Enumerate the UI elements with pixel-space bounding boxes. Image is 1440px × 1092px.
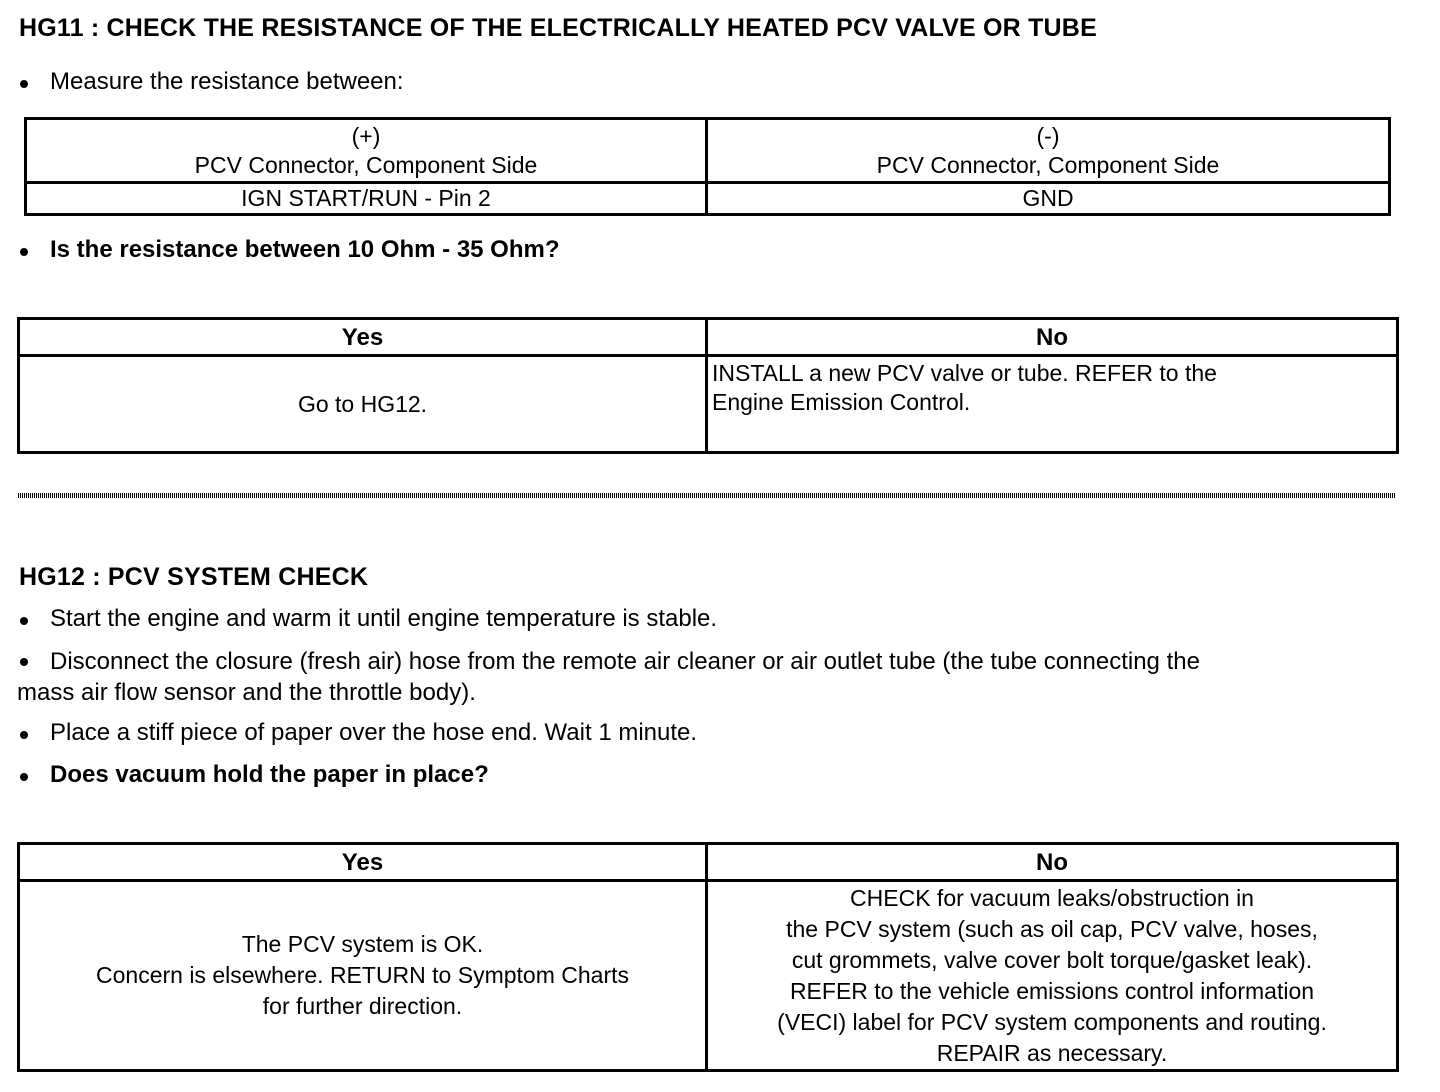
hg12-step-3: Place a stiff piece of paper over the hose end. Wait 1 minute. (50, 719, 698, 746)
no-result-line: (VECI) label for PCV system components and routing. (777, 1008, 1327, 1035)
hg11-title: HG11 : CHECK THE RESISTANCE OF THE ELECTRICALLY HEATED PCV VALVE OR TUBE (19, 14, 1097, 42)
yes-result-line: for further direction. (262, 993, 463, 1019)
no-result-line: Engine Emission Control. (712, 389, 971, 415)
yes-header: Yes (19, 319, 707, 356)
hg11-instruction: Measure the resistance between: (50, 68, 404, 95)
hg12-question: Does vacuum hold the paper in place? (50, 761, 489, 788)
minus-subheader: PCV Connector, Component Side (876, 151, 1220, 178)
minus-header: (-) (1036, 122, 1060, 149)
bullet-icon (20, 80, 28, 88)
bullet-icon (20, 773, 28, 781)
yes-result-cell: Go to HG12. (19, 356, 707, 453)
hg12-step-1: Start the engine and warm it until engine temperature is stable. (50, 605, 718, 632)
yes-result-line: Concern is elsewhere. RETURN to Symptom Charts (96, 962, 629, 988)
plus-header: (+) (351, 122, 381, 149)
no-result-line: REPAIR as necessary. (936, 1039, 1168, 1066)
plus-subheader: PCV Connector, Component Side (194, 151, 538, 178)
bullet-icon (20, 658, 28, 666)
minus-value-cell: GND (707, 183, 1390, 215)
hg12-step-2-line2: mass air flow sensor and the throttle body). (17, 679, 476, 706)
no-result-line: cut grommets, valve cover bolt torque/gasket leak). (791, 946, 1313, 973)
no-result-line: REFER to the vehicle emissions control information (789, 977, 1315, 1004)
bullet-icon (20, 731, 28, 739)
hg12-step-2-line1: Disconnect the closure (fresh air) hose from the remote air cleaner or air outlet tube (the tube connecting the (50, 648, 1200, 675)
no-result-line: INSTALL a new PCV valve or tube. REFER to the (712, 360, 1217, 386)
yes-result-line: The PCV system is OK. (241, 931, 484, 957)
hg12-step-2 (17, 646, 1417, 708)
hg11-result-table (17, 317, 1399, 454)
plus-value-cell: IGN START/RUN - Pin 2 (26, 183, 707, 215)
section-separator (18, 493, 1396, 498)
no-header: No (707, 844, 1398, 881)
bullet-icon (20, 248, 28, 256)
hg11-question: Is the resistance between 10 Ohm - 35 Ohm? (50, 236, 560, 263)
hg12-result-table (17, 842, 1399, 1072)
hg11-measure-table (24, 117, 1391, 216)
hg12-title: HG12 : PCV SYSTEM CHECK (19, 563, 369, 591)
no-result-line: CHECK for vacuum leaks/obstruction in (850, 884, 1254, 911)
bullet-icon (20, 617, 28, 625)
yes-result-cell (19, 881, 707, 1071)
measure-minus-header-cell (707, 119, 1390, 183)
no-result-cell (707, 356, 1398, 453)
yes-header: Yes (19, 844, 707, 881)
no-result-cell (707, 881, 1398, 1071)
no-header: No (707, 319, 1398, 356)
no-result-line: the PCV system (such as oil cap, PCV valve, hoses, (786, 915, 1318, 942)
measure-plus-header-cell (26, 119, 707, 183)
